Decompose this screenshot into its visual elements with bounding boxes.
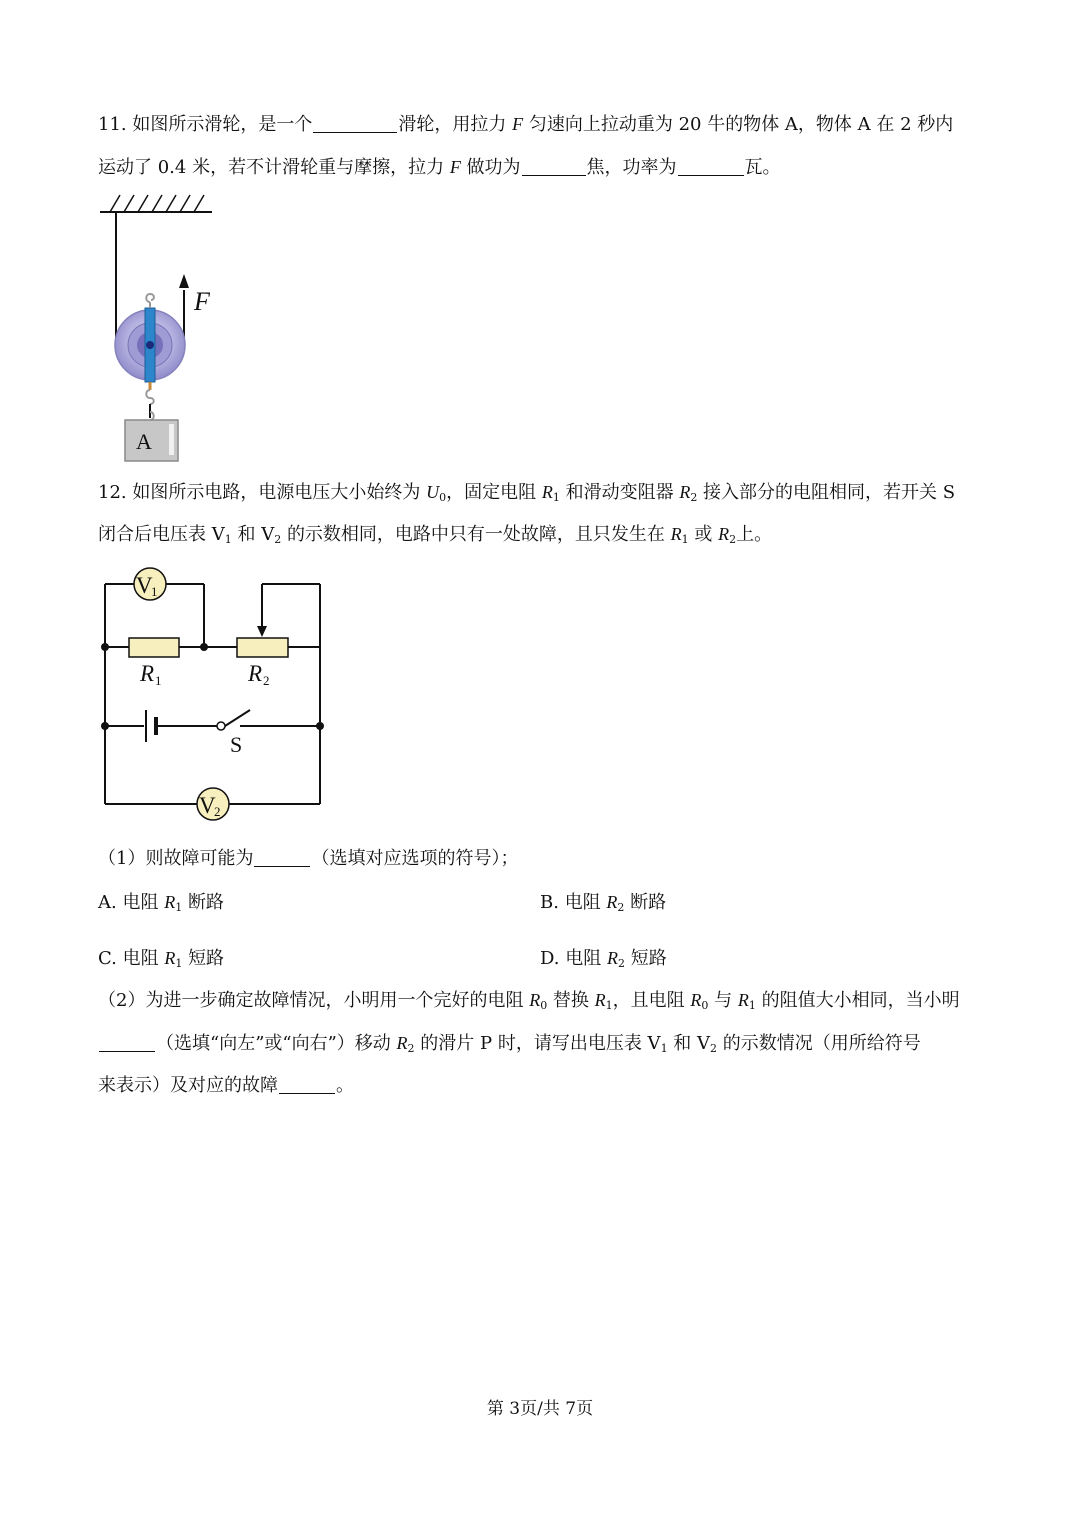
q12-part1: （1）则故障可能为 （选填对应选项的符号）； (98, 848, 519, 869)
force-label: F (194, 287, 210, 316)
r2-label: R (248, 661, 263, 686)
option-d[interactable]: D. 电阻 $R_2$ 短路 (540, 948, 667, 970)
switch-label: S (230, 732, 243, 757)
q11-blank-1[interactable] (313, 114, 397, 133)
v2-label: V (199, 793, 216, 818)
circuit-figure (95, 560, 335, 830)
weight-block-a (125, 420, 178, 461)
option-c[interactable]: C. 电阻 $R_1$ 短路 (98, 948, 225, 970)
option-b[interactable]: B. 电阻 $R_2$ 断路 (540, 892, 667, 914)
q11-line-2: 运动了 0.4 米，若不计滑轮重与摩擦，拉力 F 做功为 焦，功率为 瓦。 (98, 157, 781, 178)
hook-top (146, 294, 154, 308)
ceiling (100, 195, 212, 212)
q12-line-2: 闭合后电压表 $V_1$ 和 $V_2$ 的示数相同，电路中只有一处故障，且只发生在 $R_1$ 或 $R_2$上。 (98, 524, 773, 546)
switch-contact (217, 722, 225, 730)
force-arrow (179, 274, 189, 288)
slider-arrow (257, 626, 267, 637)
pulley-figure (95, 190, 225, 470)
q12-part2-line-3: 来表示）及对应的故障 。 (98, 1075, 354, 1096)
q12-blank-2[interactable] (99, 1033, 155, 1052)
resistor-r2 (237, 638, 288, 657)
pulley-wheel (115, 308, 185, 382)
svg-text:A: A (136, 429, 152, 454)
q11-blank-3[interactable] (678, 157, 744, 176)
circuit-wires (105, 584, 320, 804)
q12-part2-line-2: （选填“向左”或“向右”）移动 $R_2$ 的滑片 P 时，请写出电压表 $V_1$ 和 $V_2$ 的示数情况（用所给符号 (98, 1031, 921, 1056)
q12-number: 12. (98, 482, 127, 503)
q11-blank-2[interactable] (522, 157, 586, 176)
svg-text:1: 1 (151, 584, 158, 599)
q11-number: 11. (98, 114, 127, 135)
q12-blank-1[interactable] (254, 848, 310, 867)
option-a[interactable]: A. 电阻 $R_1$ 断路 (98, 892, 224, 914)
q12-part2-line-1: （2）为进一步确定故障情况，小明用一个完好的电阻 $R_0$ 替换 $R_1$，且电阻 $R_0$ 与 $R_1$ 的阻值大小相同，当小明 (98, 990, 960, 1012)
q12-blank-3[interactable] (279, 1075, 335, 1094)
q11-line-1: 11. 如图所示滑轮，是一个 滑轮，用拉力 F 匀速向上拉动重为 20 牛的物体 A，物体 A 在 2 秒内 (98, 114, 954, 135)
resistor-r1 (129, 638, 179, 657)
svg-text:2: 2 (214, 804, 221, 819)
v1-label: V (136, 573, 153, 598)
svg-text:2: 2 (263, 673, 270, 688)
q12-line-1: 12. 如图所示电路，电源电压大小始终为 $U_0$，固定电阻 $R_1$ 和滑动变阻器 $R_2$ 接入部分的电阻相同，若开关 S (98, 482, 956, 504)
svg-text:1: 1 (155, 673, 162, 688)
hook-bottom (146, 382, 154, 420)
page-footer: 第 3页/共 7页 (486, 1399, 594, 1419)
r1-label: R (140, 661, 155, 686)
